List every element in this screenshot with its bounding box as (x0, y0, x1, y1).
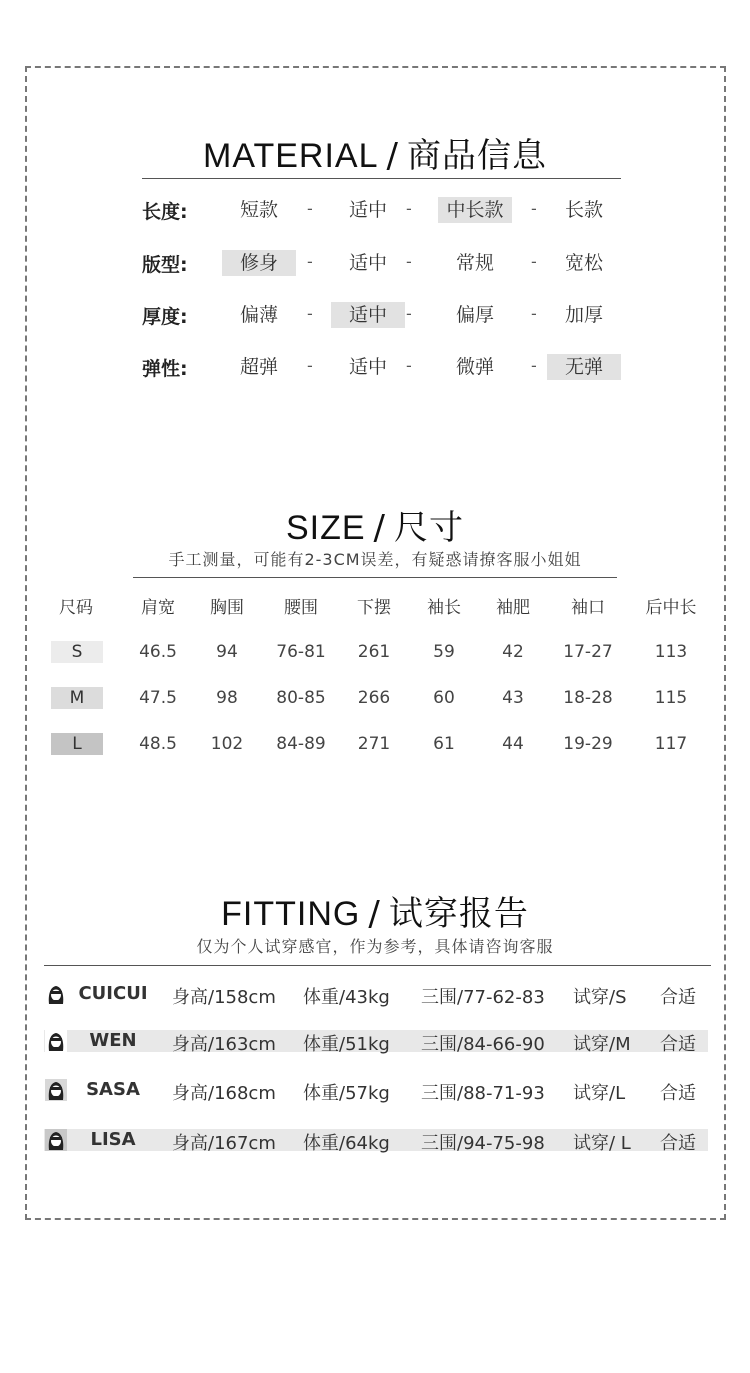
material-row-label: 厚度: (142, 306, 188, 328)
material-option: 偏厚 (455, 304, 494, 326)
fitting-title (0, 886, 750, 935)
size-value-cell: 42 (502, 642, 524, 662)
size-value-cell: 261 (357, 642, 391, 662)
material-dash: - (406, 252, 412, 271)
material-row-label: 版型: (142, 254, 188, 276)
size-header-cell: 后中长 (645, 598, 697, 618)
size-header-cell: 尺码 (59, 598, 93, 618)
size-value-cell: 18-28 (563, 688, 613, 708)
size-value-cell: 76-81 (276, 642, 326, 662)
material-option: 宽松 (564, 252, 603, 274)
size-value-cell: 47.5 (139, 688, 177, 708)
fitting-title-cn: 试穿报告 (388, 894, 529, 934)
size-title-cn: 尺寸 (394, 508, 465, 548)
girl-avatar-icon (45, 1079, 67, 1101)
size-value-cell: 80-85 (276, 688, 326, 708)
fitting-measurements: 三围/94-75-98 (421, 1133, 545, 1154)
material-option: 适中 (348, 356, 387, 378)
fitting-title-sep: / (368, 894, 381, 934)
size-badge: S (51, 641, 103, 663)
material-title-sep: / (386, 136, 399, 176)
size-value-cell: 115 (654, 688, 688, 708)
size-value-cell: 98 (216, 688, 238, 708)
size-value-cell: 102 (210, 734, 244, 754)
material-row-label: 弹性: (142, 358, 188, 380)
size-header-cell: 袖口 (571, 598, 605, 618)
material-option-selected: 修身 (222, 250, 296, 276)
fitting-result: 合适 (660, 1083, 696, 1104)
material-dash: - (307, 304, 313, 323)
size-value-cell: 61 (433, 734, 455, 754)
size-value-cell: 60 (433, 688, 455, 708)
material-title-cn: 商品信息 (406, 136, 547, 176)
fitting-underline (44, 965, 711, 966)
fitting-model-name: CUICUI (78, 983, 148, 1004)
size-value-cell: 59 (433, 642, 455, 662)
material-dash: - (406, 356, 412, 375)
material-option: 短款 (239, 199, 278, 221)
material-dash: - (307, 356, 313, 375)
material-title-en: MATERIAL (203, 137, 379, 175)
material-option: 超弹 (239, 356, 278, 378)
size-value-cell: 46.5 (139, 642, 177, 662)
material-option-selected: 无弹 (547, 354, 621, 380)
size-title-sep: / (373, 508, 387, 548)
material-option: 加厚 (564, 304, 603, 326)
girl-avatar-icon (45, 1030, 67, 1052)
fitting-height: 身高/167cm (172, 1133, 276, 1154)
size-value-cell: 266 (357, 688, 391, 708)
fitting-weight: 体重/64kg (303, 1133, 390, 1154)
size-value-cell: 19-29 (563, 734, 613, 754)
fitting-model-name: SASA (86, 1079, 140, 1100)
fitting-height: 身高/163cm (172, 1034, 276, 1055)
size-header-cell: 袖肥 (496, 598, 530, 618)
fitting-size-tried: 试穿/L (573, 1083, 626, 1104)
material-dash: - (307, 252, 313, 271)
material-dash: - (307, 199, 313, 218)
fitting-weight: 体重/57kg (303, 1083, 390, 1104)
fitting-weight: 体重/43kg (303, 987, 390, 1008)
fitting-title-en: FITTING (221, 895, 361, 933)
size-header-cell: 下摆 (357, 598, 391, 618)
size-header-cell: 胸围 (210, 598, 244, 618)
material-title (0, 128, 750, 177)
size-value-cell: 271 (357, 734, 391, 754)
size-value-cell: 117 (654, 734, 688, 754)
size-badge: M (51, 687, 103, 709)
size-value-cell: 84-89 (276, 734, 326, 754)
material-dash: - (531, 304, 537, 323)
size-value-cell: 43 (502, 688, 524, 708)
fitting-note: 仅为个人试穿感官，作为参考，具体请咨询客服 (196, 937, 554, 956)
fitting-model-name: LISA (90, 1129, 136, 1150)
size-title (0, 500, 750, 549)
girl-avatar-icon (45, 983, 67, 1005)
fitting-result: 合适 (660, 1034, 696, 1055)
material-underline (142, 178, 621, 179)
fitting-size-tried: 试穿/M (573, 1034, 631, 1055)
fitting-weight: 体重/51kg (303, 1034, 390, 1055)
fitting-measurements: 三围/88-71-93 (421, 1083, 545, 1104)
fitting-size-tried: 试穿/ L (573, 1133, 631, 1154)
size-badge: L (51, 733, 103, 755)
material-option: 微弹 (455, 356, 494, 378)
size-value-cell: 17-27 (563, 642, 613, 662)
size-header-cell: 袖长 (427, 598, 461, 618)
material-dash: - (531, 356, 537, 375)
material-option: 适中 (348, 252, 387, 274)
size-value-cell: 48.5 (139, 734, 177, 754)
material-option: 常规 (455, 252, 494, 274)
material-option: 适中 (348, 199, 387, 221)
material-option-selected: 中长款 (438, 197, 512, 223)
size-value-cell: 113 (654, 642, 688, 662)
size-underline (133, 577, 617, 578)
material-dash: - (406, 199, 412, 218)
fitting-result: 合适 (660, 987, 696, 1008)
fitting-model-name: WEN (89, 1030, 137, 1051)
material-dash: - (531, 252, 537, 271)
fitting-size-tried: 试穿/S (573, 987, 627, 1008)
size-note: 手工测量，可能有2-3CM误差，有疑惑请撩客服小姐姐 (168, 550, 582, 569)
size-header-cell: 肩宽 (141, 598, 175, 618)
material-dash: - (531, 199, 537, 218)
girl-avatar-icon (45, 1129, 67, 1151)
material-option: 长款 (564, 199, 603, 221)
size-value-cell: 44 (502, 734, 524, 754)
material-dash: - (406, 304, 412, 323)
size-title-en: SIZE (285, 509, 366, 547)
size-value-cell: 94 (216, 642, 238, 662)
fitting-measurements: 三围/77-62-83 (421, 987, 545, 1008)
fitting-height: 身高/168cm (172, 1083, 276, 1104)
fitting-measurements: 三围/84-66-90 (421, 1034, 545, 1055)
material-row-label: 长度: (142, 201, 188, 223)
fitting-height: 身高/158cm (172, 987, 276, 1008)
material-option: 偏薄 (239, 304, 278, 326)
fitting-result: 合适 (660, 1133, 696, 1154)
material-option-selected: 适中 (331, 302, 405, 328)
size-header-cell: 腰围 (284, 598, 318, 618)
